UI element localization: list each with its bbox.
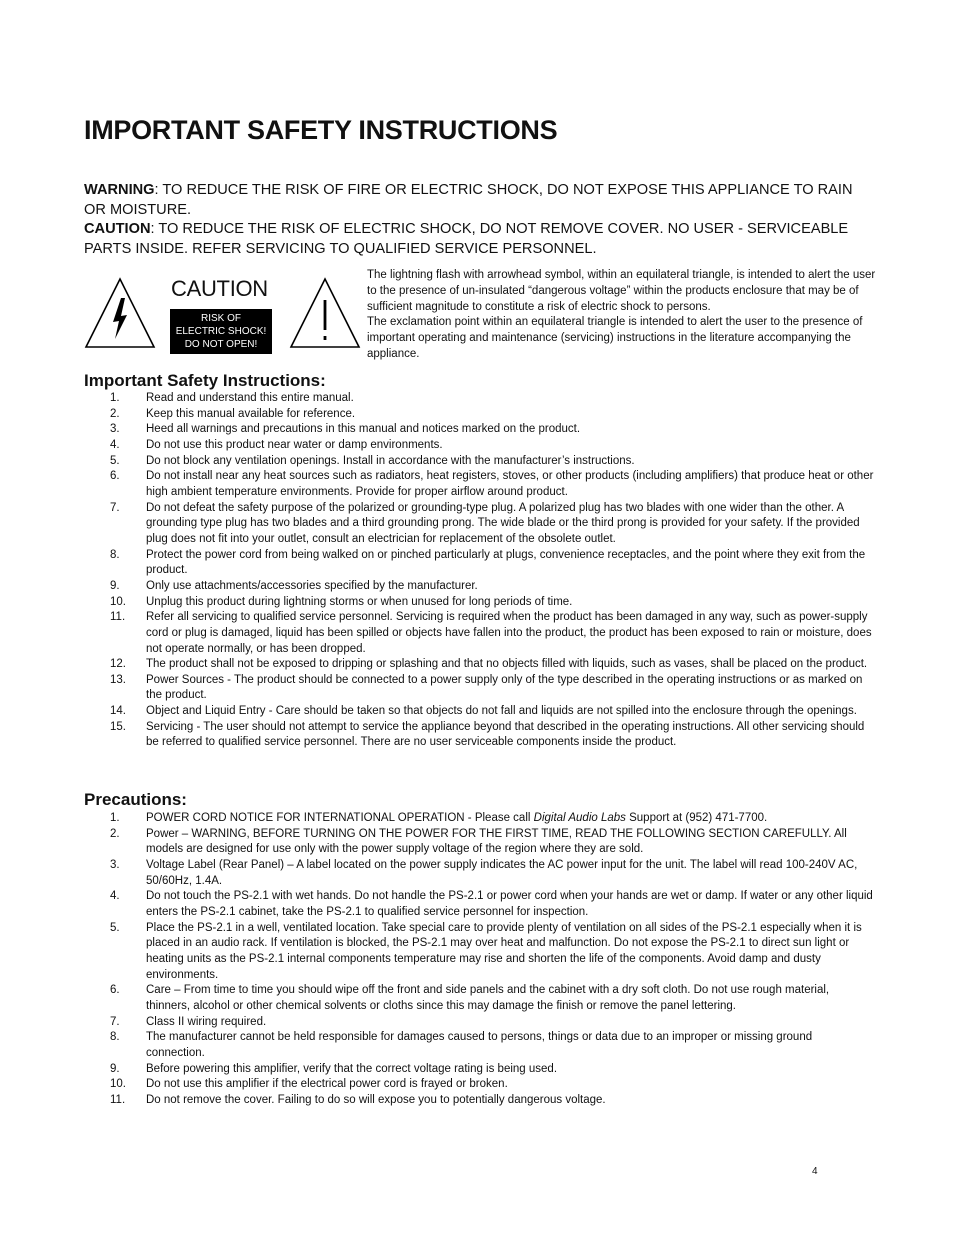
list-item (84, 391, 874, 407)
item-number: 9. (110, 579, 120, 592)
list-item (84, 548, 874, 579)
item-number: 12. (110, 658, 126, 671)
lightning-triangle-icon (84, 276, 156, 349)
item-text: Do not install near any heat sources such as radiators, heat registers, stoves, or other products (including amplifiers) that produce heat or other high ambient temperature environments. Provide for proper airflow around product. (146, 470, 874, 498)
item-text: Do not defeat the safety purpose of the polarized or grounding-type plug. A polarized plug has two blades with one wider than the other. A grounding type plug has two blades and a third grounding prong. The wide blade or the third prong is provided for your safety. If the provided plug does not fit into your outlet, consult an electrician for replacement of the obsolete outlet. (146, 501, 860, 545)
warning-block (84, 181, 874, 259)
exclamation-description: The exclamation point within an equilateral triangle is intended to alert the user to the presence of important operating and maintenance (servicing) instructions in the literature accompanying the appliance. (367, 316, 863, 360)
caution-black-panel (170, 309, 272, 354)
item-text: The product shall not be exposed to dripping or splashing and that no objects filled with liquids, such as vases, shall be placed on the product. (146, 658, 868, 671)
item-number: 11. (110, 1093, 126, 1106)
list-item (84, 579, 874, 595)
item-number: 5. (110, 921, 120, 934)
list-item (84, 1077, 874, 1093)
item-text: Do not block any ventilation openings. Install in accordance with the manufacturer’s instructions. (146, 454, 635, 467)
list-item (84, 438, 874, 454)
item-number: 7. (110, 501, 120, 514)
item-number: 5. (110, 454, 120, 467)
item-number: 11. (110, 611, 126, 624)
item-text (146, 812, 767, 824)
list-item (84, 595, 874, 611)
item-number: 10. (110, 1078, 126, 1091)
item-text: Place the PS-2.1 in a well, ventilated location. Take special care to provide plenty of ventilation on all sides of the PS-2.1 especially when it is placed in an audio rack. If ventilation is blocked, the PS-2.1 may over heat and malfunction. Do not expose the PS-2.1 to direct sun light or heating units as the PS-2.1 internal components temperature may rise and shorten the life of the components. Avoid damp and dusty environments. (146, 921, 862, 981)
item-number: 14. (110, 705, 126, 718)
item-text: Unplug this product during lightning storms or when unused for long periods of time. (146, 595, 573, 608)
caution-line-3: DO NOT OPEN! (184, 339, 258, 350)
item-text-before: POWER CORD NOTICE FOR INTERNATIONAL OPERATION - Please call (146, 812, 534, 824)
item-number: 2. (110, 407, 120, 420)
caution-word: CAUTION (171, 276, 268, 301)
item-text: The manufacturer cannot be held responsible for damages caused to persons, things or data due to an improper or missing ground connection. (146, 1031, 813, 1059)
list-item (84, 1062, 874, 1078)
item-number: 2. (110, 827, 120, 840)
item-number: 6. (110, 470, 120, 483)
item-number: 3. (110, 423, 120, 436)
item-text: Refer all servicing to qualified service personnel. Servicing is required when the product has been damaged in any way, such as power-supply cord or plug is damaged, liquid has been spilled or objects have fallen into the product, the product has been exposed to rain or moisture, does not operate normally, or has been dropped. (146, 611, 872, 655)
item-number: 9. (110, 1062, 120, 1075)
item-text: Heed all warnings and precautions in this manual and notices marked on the product. (146, 423, 581, 436)
warning-text: : TO REDUCE THE RISK OF FIRE OR ELECTRIC SHOCK, DO NOT EXPOSE THIS APPLIANCE TO RAIN OR MOISTURE. (84, 182, 853, 218)
list-item (84, 811, 874, 827)
list-item (84, 454, 874, 470)
item-number: 3. (110, 858, 120, 871)
list-item (84, 1030, 874, 1061)
item-number: 15. (110, 720, 126, 733)
precautions-heading: Precautions: (84, 790, 187, 809)
safety-instructions-heading: Important Safety Instructions: (84, 371, 326, 390)
item-number: 10. (110, 595, 126, 608)
list-item (84, 610, 874, 657)
item-number: 7. (110, 1015, 120, 1028)
exclamation-triangle-icon (289, 276, 361, 349)
item-text: Do not touch the PS-2.1 with wet hands. Do not handle the PS-2.1 or power cord when your hands are wet or damp. If water or any other liquid enters the PS-2.1 cabinet, take the PS-2.1 to qualified service personnel for inspection. (146, 890, 873, 918)
list-item (84, 983, 874, 1014)
company-name: Digital Audio Labs (533, 812, 626, 824)
list-item (84, 858, 874, 889)
caution-text: : TO REDUCE THE RISK OF ELECTRIC SHOCK, DO NOT REMOVE COVER. NO USER - SERVICEABLE PARTS INSIDE. REFER SERVICING TO QUALIFIED SERVICE PERSONNEL. (84, 221, 849, 257)
item-text: Keep this manual available for reference. (146, 407, 356, 420)
list-item (84, 827, 874, 858)
warning-paragraph (84, 181, 874, 220)
list-item (84, 673, 874, 704)
page-title: IMPORTANT SAFETY INSTRUCTIONS (84, 115, 558, 145)
item-text: Power Sources - The product should be connected to a power supply only of the type described in the operating instructions or as marked on the product. (146, 673, 863, 702)
item-text: Power – WARNING, BEFORE TURNING ON THE POWER FOR THE FIRST TIME, READ THE FOLLOWING SECTION CAREFULLY. All models are designed for use only with the power supply voltage of the region where they are sold. (146, 827, 847, 856)
safety-instructions-list (84, 391, 874, 751)
list-item (84, 657, 874, 673)
item-text: Object and Liquid Entry - Care should be taken so that objects do not fall and liquids are not spilled into the enclosure through the openings. (146, 705, 857, 718)
safety-symbols (84, 276, 364, 352)
list-item (84, 407, 874, 423)
item-text: Do not use this product near water or damp environments. (146, 438, 443, 451)
item-text: Protect the power cord from being walked on or pinched particularly at plugs, convenience receptacles, and the point where they exit from the product. (146, 548, 866, 577)
item-number: 13. (110, 673, 126, 686)
item-text: Only use attachments/accessories specified by the manufacturer. (146, 579, 478, 592)
item-text: Before powering this amplifier, verify that the correct voltage rating is being used. (146, 1062, 558, 1075)
item-text: Do not use this amplifier if the electrical power cord is frayed or broken. (146, 1078, 508, 1091)
item-text: Voltage Label (Rear Panel) – A label located on the power supply indicates the AC power input for the unit. The label will read 100-240V AC, 50/60Hz, 1.4A. (146, 858, 858, 887)
list-item (84, 501, 874, 548)
item-text: Class II wiring required. (146, 1015, 267, 1028)
caution-line-2: ELECTRIC SHOCK! (175, 326, 267, 337)
list-item (84, 720, 874, 751)
item-text: Read and understand this entire manual. (146, 392, 354, 404)
symbol-descriptions (367, 268, 877, 363)
list-item (84, 889, 874, 920)
item-number: 1. (110, 812, 120, 824)
precautions-list (84, 811, 874, 1108)
list-item (84, 1093, 874, 1109)
list-item (84, 1015, 874, 1031)
caution-label: CAUTION (84, 221, 151, 237)
item-text: Care – From time to time you should wipe off the front and side panels and the cabinet with a dry soft cloth. Do not use rough material, thinners, alcohol or other chemical solvents or cloths since this may damage the finish or remove the panel lettering. (146, 984, 830, 1012)
caution-label-graphic (170, 276, 274, 354)
list-item (84, 704, 874, 720)
warning-label: WARNING (84, 182, 155, 198)
item-number: 8. (110, 548, 120, 561)
item-text: Servicing - The user should not attempt to service the appliance beyond that described in the operating instructions. All other servicing should be referred to qualified service personnel. There are no user serviceable components inside the product. (146, 720, 865, 749)
item-text-after: Support at (952) 471-7700. (625, 812, 768, 824)
item-number: 4. (110, 890, 120, 903)
item-number: 4. (110, 438, 120, 451)
lightning-description: The lightning flash with arrowhead symbol, within an equilateral triangle, is intended to alert the user to the presence of un-insulated “dangerous voltage” within the products enclosure that may be of sufficient magnitude to constitute a risk of electric shock to persons. (367, 269, 876, 313)
item-number: 8. (110, 1031, 120, 1044)
list-item (84, 469, 874, 500)
page-number: 4 (812, 1166, 818, 1177)
caution-paragraph (84, 220, 874, 259)
item-number: 1. (110, 392, 120, 404)
caution-line-1: RISK OF (200, 313, 241, 324)
item-number: 6. (110, 984, 120, 997)
item-text: Do not remove the cover. Failing to do so will expose you to potentially dangerous voltage. (146, 1093, 606, 1106)
list-item (84, 422, 874, 438)
list-item (84, 921, 874, 984)
